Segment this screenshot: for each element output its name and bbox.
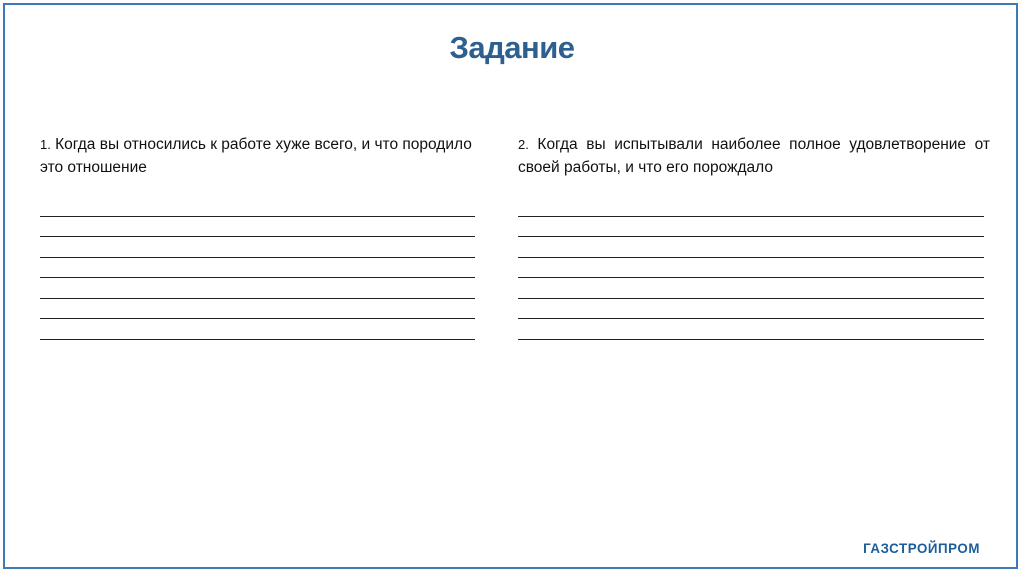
answer-lines-1 <box>40 196 475 340</box>
answer-line <box>40 299 475 320</box>
question-1-text: Когда вы относились к работе хуже всего, и что породило это отношение <box>40 136 472 176</box>
answer-line <box>40 196 475 217</box>
answer-line <box>40 217 475 238</box>
question-2-number: 2. <box>518 137 529 152</box>
answer-line <box>518 237 984 258</box>
answer-line <box>40 319 475 340</box>
question-2-text: Когда вы испытывали наиболее полное удовлетворение от своей работы, и что его порождало <box>518 136 990 176</box>
question-2 <box>518 133 990 179</box>
answer-line <box>518 319 984 340</box>
answer-line <box>40 258 475 279</box>
slide-title: Задание <box>449 30 575 65</box>
answer-line <box>518 299 984 320</box>
answer-lines-2 <box>518 196 984 340</box>
question-1 <box>40 133 476 179</box>
company-logo: ГАЗСТРОЙПРОМ <box>863 540 980 556</box>
question-1-number: 1. <box>40 137 51 152</box>
answer-line <box>40 278 475 299</box>
answer-line <box>518 196 984 217</box>
answer-line <box>518 278 984 299</box>
answer-line <box>518 217 984 238</box>
answer-line <box>40 237 475 258</box>
answer-line <box>518 258 984 279</box>
